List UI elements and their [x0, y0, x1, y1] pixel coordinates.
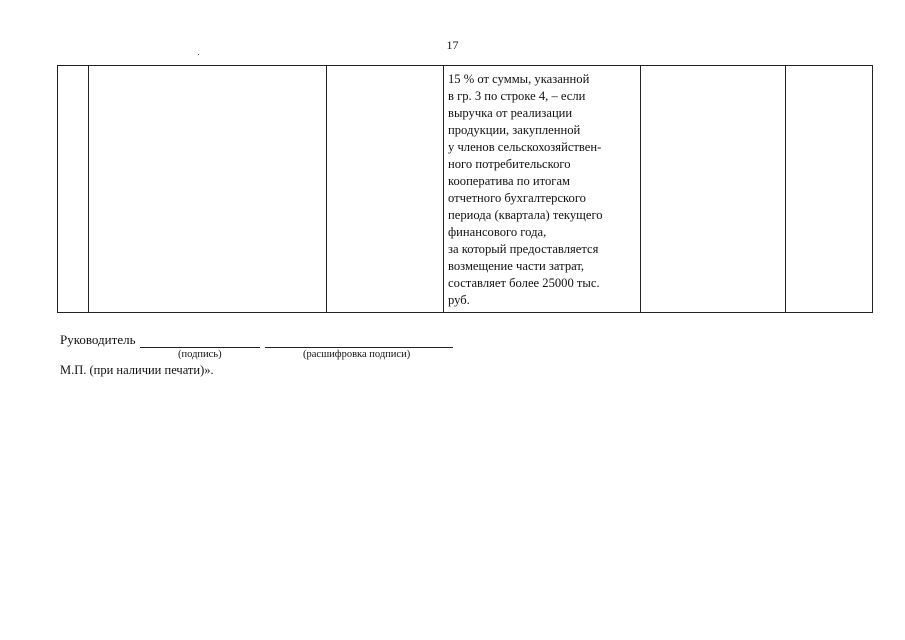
table-cell-condition — [444, 66, 641, 313]
table-cell-indicator — [89, 66, 327, 313]
table-cell-total — [786, 66, 873, 313]
signature-captions — [60, 348, 540, 362]
page-number: 17 — [446, 38, 459, 52]
decoding-caption: (расшифровка подписи) — [303, 349, 411, 360]
signature-block — [60, 332, 540, 378]
condition-text: 15 % от суммы, указанной в гр. 3 по строке 4, – если выручка от реализации продукции, закупленной у членов сельскохозяйствен- ного потребительского кооператива по итогам отчетного бухгалтерского периода (квартала) текущего финансового года, за который предоставляется возмещение части затрат, составляет более 25000 тыс. руб. — [448, 72, 603, 307]
stamp-note: М.П. (при наличии печати)». — [60, 363, 214, 377]
signature-decoding-line — [265, 335, 453, 348]
scan-speck — [198, 54, 199, 55]
signature-caption: (подпись) — [178, 349, 222, 360]
subsidy-table — [57, 65, 873, 313]
table-row — [58, 66, 873, 313]
head-label: Руководитель — [60, 332, 136, 347]
signature-line — [140, 335, 260, 348]
signature-row — [60, 332, 540, 348]
table-cell-rate — [641, 66, 786, 313]
table-cell-number — [58, 66, 89, 313]
table-cell-amount — [327, 66, 444, 313]
